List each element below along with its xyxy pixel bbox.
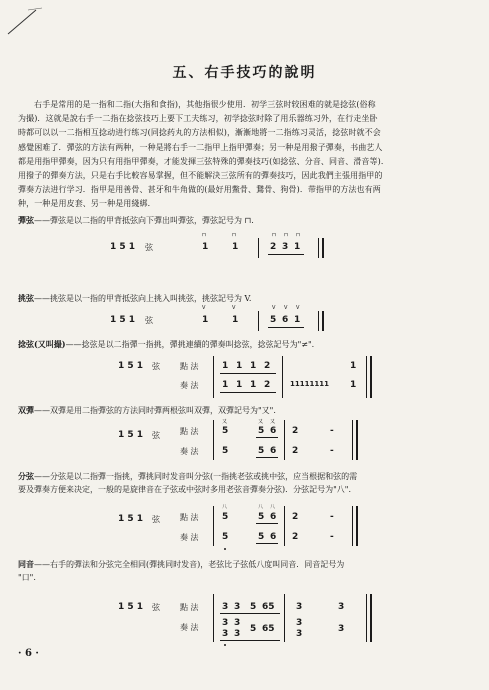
note: 3 (222, 602, 229, 612)
tremolo-notes: 11111111 (290, 380, 329, 388)
note: 5 (250, 602, 257, 612)
beam (268, 254, 304, 255)
stroke-mark: V (296, 305, 300, 311)
stroke-mark: ⊓ (272, 232, 276, 238)
note: 5 (270, 315, 277, 325)
definition-text: ——双彈是用二指彈弦的方法同时彈两根弦叫双彈，双彈記号为"又". (34, 406, 276, 415)
note: 2 (292, 512, 299, 522)
barline (318, 311, 319, 331)
beam (256, 457, 278, 458)
notation-example-2 (0, 303, 489, 333)
note: 5 (258, 532, 265, 542)
tuning-label: 1 5 1 (118, 602, 144, 612)
tuning-label: 1 5 1 (110, 242, 136, 252)
note: 1 (236, 361, 243, 371)
note: 3 (338, 602, 345, 612)
beam (256, 437, 278, 438)
note: 3 (234, 629, 241, 639)
intro-line: 右手是常用的是一指和二指(大指和食指)，其他指很少使用．初学三弦时较困难的就是捻弦(俗称 (34, 100, 376, 109)
gu-label: 點 法 (180, 427, 199, 436)
octave-dot (224, 644, 226, 646)
note: 5 (258, 446, 265, 456)
note: 5 (222, 446, 229, 456)
note: 5 (258, 426, 265, 436)
definition-text: 要及彈奏方便来决定，一般的是旋律音在子弦或中弦时多用老弦音彈奏分弦)．分弦記号为"八". (18, 485, 352, 494)
tuning-label: 1 5 1 (118, 514, 144, 524)
stroke-mark: 八 (222, 504, 228, 510)
stroke-mark: ⊓ (202, 232, 206, 238)
definition-tong-yin (18, 558, 473, 584)
stroke-mark: V (272, 305, 276, 311)
note: 1 (250, 361, 257, 371)
intro-line: 用撥子的彈奏方法，只是右手比較容易掌握，但不能解決三弦所有的彈奏技巧，因此我們主張用指甲的 (18, 171, 383, 181)
notation-example-5 (0, 500, 489, 552)
barline (258, 311, 259, 331)
note: 6 (282, 315, 289, 325)
note: 1 (202, 242, 209, 252)
note: 3 (282, 242, 289, 252)
barline (258, 238, 259, 258)
note: 3 (296, 602, 303, 612)
tuning-label: 1 5 1 (110, 315, 136, 325)
intro-line: 感覺困难了．彈弦的方法有两种，一种是將右手一二指甲上指甲彈奏；另一种是用撥子彈奏，书曲艺人 (18, 142, 383, 152)
dash: - (330, 446, 334, 456)
stroke-mark: V (284, 305, 288, 311)
note: 2 (264, 380, 271, 390)
zou-label: 奏 法 (180, 533, 199, 542)
beam (220, 613, 280, 614)
note: 3 (296, 629, 303, 639)
stroke-mark: ⊓ (284, 232, 288, 238)
definition-nian-xian (18, 338, 473, 351)
note: 3 (338, 624, 345, 634)
note: 3 (234, 602, 241, 612)
note: 3 (296, 618, 303, 628)
note: 2 (270, 242, 277, 252)
barline (213, 420, 214, 460)
definition-text: ——右手的彈法和分弦完全相同(彈挑同时发音)，老弦比子弦低八度叫同音．同音記号为 (34, 560, 345, 569)
xian-label: 弦 (145, 243, 153, 252)
barline (282, 356, 283, 398)
zou-label: 奏 法 (180, 623, 199, 632)
note: 1 (232, 242, 239, 252)
xian-label: 弦 (152, 362, 160, 371)
stroke-mark: ⊓ (232, 232, 236, 238)
intro-paragraph (18, 98, 473, 212)
barline (352, 506, 353, 546)
definition-text: ——挑弦是以一指的甲背抵弦向上挑入叫挑弦，挑弦記号为 V. (34, 294, 252, 303)
zou-label: 奏 法 (180, 381, 199, 390)
barline (213, 356, 214, 398)
gu-label: 點 法 (180, 362, 199, 371)
xian-label: 弦 (152, 431, 160, 440)
barline (284, 420, 285, 460)
note: 6 (270, 532, 277, 542)
note: 6 (270, 512, 277, 522)
note: 5 (222, 532, 229, 542)
note: 65 (262, 602, 275, 612)
final-barline (356, 506, 358, 546)
barline (284, 506, 285, 546)
barline (213, 506, 214, 546)
barline (352, 420, 353, 460)
stroke-mark: 八 (258, 504, 264, 510)
note: 5 (222, 426, 229, 436)
term: 彈弦 (18, 215, 34, 225)
definition-fen-xian (18, 470, 473, 496)
intro-line: 为撮)．这就是說右手一二指在捻弦技巧上要下工夫练习，初学捻弦时除了用乐器练习外，在行走坐卧 (18, 114, 378, 124)
intro-line: 彈奏方法进行学习．指甲是用善骨、甚牙和牛角做的(最好用鱉骨、鵞骨、狗骨)．带指甲的方法也有两 (18, 185, 381, 195)
stroke-mark: ⊓ (296, 232, 300, 238)
beam (256, 543, 278, 544)
note: 2 (292, 426, 299, 436)
final-barline (356, 420, 358, 460)
intro-line: 都是用指甲彈奏，因为只有用指甲彈奏，才能发揮三弦特殊的彈奏技巧(如捻弦、分音、同音、滑音等)． (18, 156, 389, 166)
beam (220, 373, 276, 374)
note: 6 (270, 426, 277, 436)
note: 2 (292, 532, 299, 542)
term: 分弦 (18, 471, 34, 481)
stroke-mark: 又 (258, 419, 264, 425)
barline (366, 594, 367, 642)
barline (284, 594, 285, 642)
zou-label: 奏 法 (180, 447, 199, 456)
note: 2 (264, 361, 271, 371)
notation-example-4 (0, 416, 489, 464)
stroke-mark: 八 (270, 504, 276, 510)
notation-example-6 (0, 590, 489, 648)
note: 1 (232, 315, 239, 325)
xian-label: 弦 (152, 515, 160, 524)
note: 1 (250, 380, 257, 390)
term: 挑弦 (18, 293, 34, 303)
note: 1 (222, 380, 229, 390)
note: 1 (294, 315, 301, 325)
final-barline (370, 356, 372, 398)
octave-dot (224, 548, 226, 550)
pencil-stroke-icon (6, 6, 46, 36)
dash: - (330, 426, 334, 436)
note: 3 (222, 629, 229, 639)
beam (220, 640, 280, 641)
intro-line: 种，一种是用皮套、另一种是用綫綁． (18, 199, 156, 209)
definition-text: "口". (18, 573, 36, 582)
note: 5 (250, 624, 257, 634)
notation-example-3 (0, 352, 489, 402)
dash: - (330, 512, 334, 522)
term: 双彈 (18, 405, 34, 415)
note: 3 (234, 618, 241, 628)
gu-label: 點 法 (180, 603, 199, 612)
note: 1 (202, 315, 209, 325)
note: 1 (350, 361, 357, 371)
barline (213, 594, 214, 642)
stroke-mark: V (232, 305, 236, 311)
definition-tan-xian (18, 214, 473, 227)
tuning-label: 1 5 1 (118, 361, 144, 371)
intro-line: 時都可以以一二指相互捻动进行练习(同捻药丸的方法相似)，漸漸地將一二指练习灵活，捻弦时就不会 (18, 128, 381, 138)
note: 1 (294, 242, 301, 252)
stroke-mark: V (202, 305, 206, 311)
note: 1 (350, 380, 357, 390)
gu-label: 點 法 (180, 513, 199, 522)
term: 捻弦(又叫撮) (18, 339, 66, 349)
note: 3 (222, 618, 229, 628)
note: 6 (270, 446, 277, 456)
final-barline (370, 594, 372, 642)
note: 1 (222, 361, 229, 371)
stroke-mark: 又 (222, 419, 228, 425)
note: 1 (236, 380, 243, 390)
final-barline (322, 311, 324, 331)
notation-example-1 (0, 230, 489, 260)
xian-label: 弦 (145, 316, 153, 325)
page-title: 五、右手技巧的說明 (172, 65, 317, 81)
xian-label: 弦 (152, 603, 160, 612)
beam (256, 523, 278, 524)
definition-text: ——分弦是以二指彈一指挑，彈挑同时发音叫分弦(一指挑老弦或挑中弦，应当根据和弦的需 (34, 472, 358, 481)
definition-text: ——彈弦是以二指的甲背抵弦向下彈出叫彈弦，彈弦記号为 ⊓. (34, 216, 254, 225)
note: 65 (262, 624, 275, 634)
tuning-label: 1 5 1 (118, 430, 144, 440)
beam (268, 327, 304, 328)
note: 5 (258, 512, 265, 522)
final-barline (322, 238, 324, 258)
beam (220, 392, 276, 393)
page-number: · 6 · (18, 648, 39, 659)
term: 同音 (18, 559, 34, 569)
note: 5 (222, 512, 229, 522)
barline (366, 356, 367, 398)
stroke-mark: 又 (270, 419, 276, 425)
barline (318, 238, 319, 258)
note: 2 (292, 446, 299, 456)
dash: - (330, 532, 334, 542)
definition-text: ——捻弦是以二指彈一指挑，彈挑連續的彈奏叫捻弦，捻弦記号为"≠". (65, 340, 315, 349)
